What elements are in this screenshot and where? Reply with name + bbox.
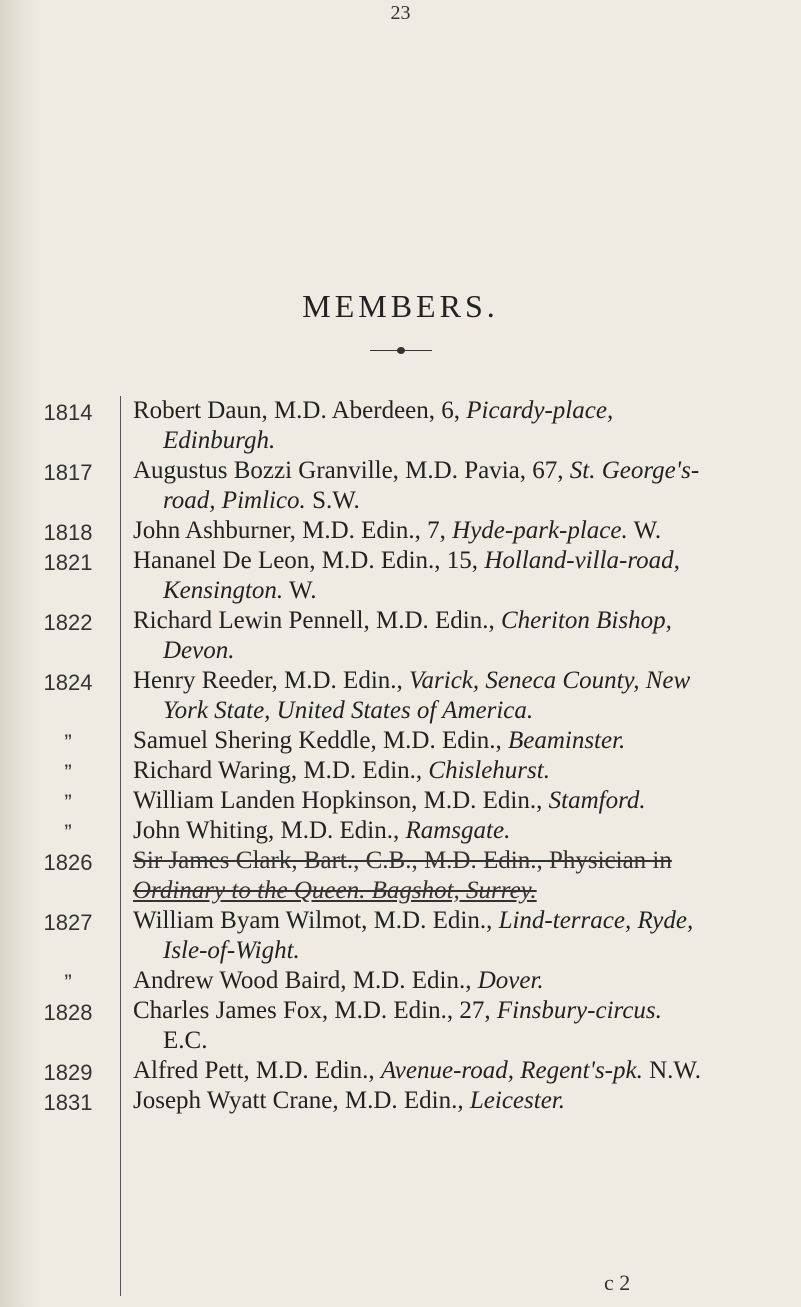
entry-text (133, 966, 785, 996)
entry-year: ” (64, 970, 72, 995)
entry-address-cont: Isle-of-Wight. (163, 937, 300, 964)
entry-address: Leicester. (469, 1087, 566, 1114)
entry-postal-district: W. (283, 577, 317, 604)
entry-name: Richard Lewin Pennell, M.D. Edin., (133, 607, 501, 634)
entry-postal-district: W. (627, 517, 662, 544)
signature-mark: c 2 (604, 1270, 631, 1295)
struck-line-2: Ordinary to the Queen. Bagshot, Surrey. (133, 877, 537, 904)
entry-address: Cheriton Bishop, (501, 607, 672, 634)
entry-text-struck (133, 846, 785, 906)
entry-year: 1817 (43, 460, 93, 485)
entry-name: John Ashburner, M.D. Edin., 7, (133, 517, 453, 544)
entry-address-cont: road, Pimlico. (163, 487, 306, 514)
entry-year: 1814 (43, 400, 93, 425)
entry-address: Finsbury-circus. (496, 997, 662, 1024)
entry-address-cont: York State, United States of America. (163, 697, 534, 724)
entry-name: Charles James Fox, M.D. Edin., 27, (133, 997, 497, 1024)
entry-address: Hyde-park-place. (452, 517, 628, 544)
entry-address: Stamford. (548, 787, 646, 814)
entry-address: Dover. (477, 967, 544, 994)
entry-year: ” (64, 820, 72, 845)
entry-text (133, 996, 785, 1056)
entry-text (133, 606, 785, 666)
entry-address: Picardy-place, (466, 397, 614, 424)
entry-name: William Landen Hopkinson, M.D. Edin., (133, 787, 549, 814)
entry-text (133, 516, 785, 546)
entry-text (133, 666, 785, 726)
entry-name: Alfred Pett, M.D. Edin., (133, 1057, 381, 1084)
entry-text (133, 816, 785, 846)
page-number: 23 (390, 2, 411, 24)
entry-address: Lind-terrace, Ryde, (498, 907, 694, 934)
entry-address-cont: Edinburgh. (163, 427, 276, 454)
list-item-struck (0, 847, 801, 910)
entry-year: 1827 (43, 910, 93, 935)
entry-text (133, 456, 785, 516)
entry-postal-district: S.W. (305, 487, 360, 514)
entry-year: ” (64, 760, 72, 785)
entry-name: Augustus Bozzi Granville, M.D. Pavia, 67, (133, 457, 570, 484)
entry-year: 1818 (43, 520, 93, 545)
entry-name: John Whiting, M.D. Edin., (133, 817, 406, 844)
entry-text (133, 1086, 785, 1116)
title-ornament (370, 346, 432, 356)
entry-name: Henry Reeder, M.D. Edin., (133, 667, 410, 694)
entry-address: Varick, Seneca County, New (409, 667, 691, 694)
entry-postal-district: E.C. (163, 1027, 208, 1054)
entry-text (133, 726, 785, 756)
entry-year: 1831 (43, 1090, 93, 1115)
entry-year: 1829 (43, 1060, 93, 1085)
entry-address: Avenue-road, Regent's-pk. (380, 1057, 643, 1084)
struck-line-1: Sir James Clark, Bart., C.B., M.D. Edin., Physician in (133, 847, 672, 874)
entry-name: Samuel Shering Keddle, M.D. Edin., (133, 727, 508, 754)
entry-address: Beaminster. (507, 727, 626, 754)
entry-name: Robert Daun, M.D. Aberdeen, 6, (133, 397, 467, 424)
entry-address-cont: Devon. (163, 637, 235, 664)
entry-address: St. George's- (569, 457, 700, 484)
entry-address-cont: Kensington. (163, 577, 284, 604)
entry-name: Joseph Wyatt Crane, M.D. Edin., (133, 1087, 470, 1114)
entry-year: 1821 (43, 550, 93, 575)
entry-address: Ramsgate. (405, 817, 511, 844)
entry-year: 1824 (43, 670, 93, 695)
entry-name: William Byam Wilmot, M.D. Edin., (133, 907, 499, 934)
entry-name: Hananel De Leon, M.D. Edin., 15, (133, 547, 485, 574)
entry-year: 1822 (43, 610, 93, 635)
entry-text (133, 1056, 785, 1086)
entry-year: ” (64, 730, 72, 755)
entry-text (133, 906, 785, 966)
entry-postal-district: N.W. (642, 1057, 701, 1084)
entry-year: ” (64, 790, 72, 815)
entry-year: 1828 (43, 1000, 93, 1025)
entry-text (133, 546, 785, 606)
page-title: MEMBERS. (302, 288, 499, 324)
entry-name: Richard Waring, M.D. Edin., (133, 757, 429, 784)
entry-address: Chislehurst. (428, 757, 550, 784)
entry-text (133, 396, 785, 456)
entry-name: Andrew Wood Baird, M.D. Edin., (133, 967, 478, 994)
entry-address: Holland-villa-road, (484, 547, 680, 574)
column-rule (120, 396, 121, 1296)
entry-year: 1826 (43, 850, 93, 875)
entry-text (133, 756, 785, 786)
entry-text (133, 786, 785, 816)
